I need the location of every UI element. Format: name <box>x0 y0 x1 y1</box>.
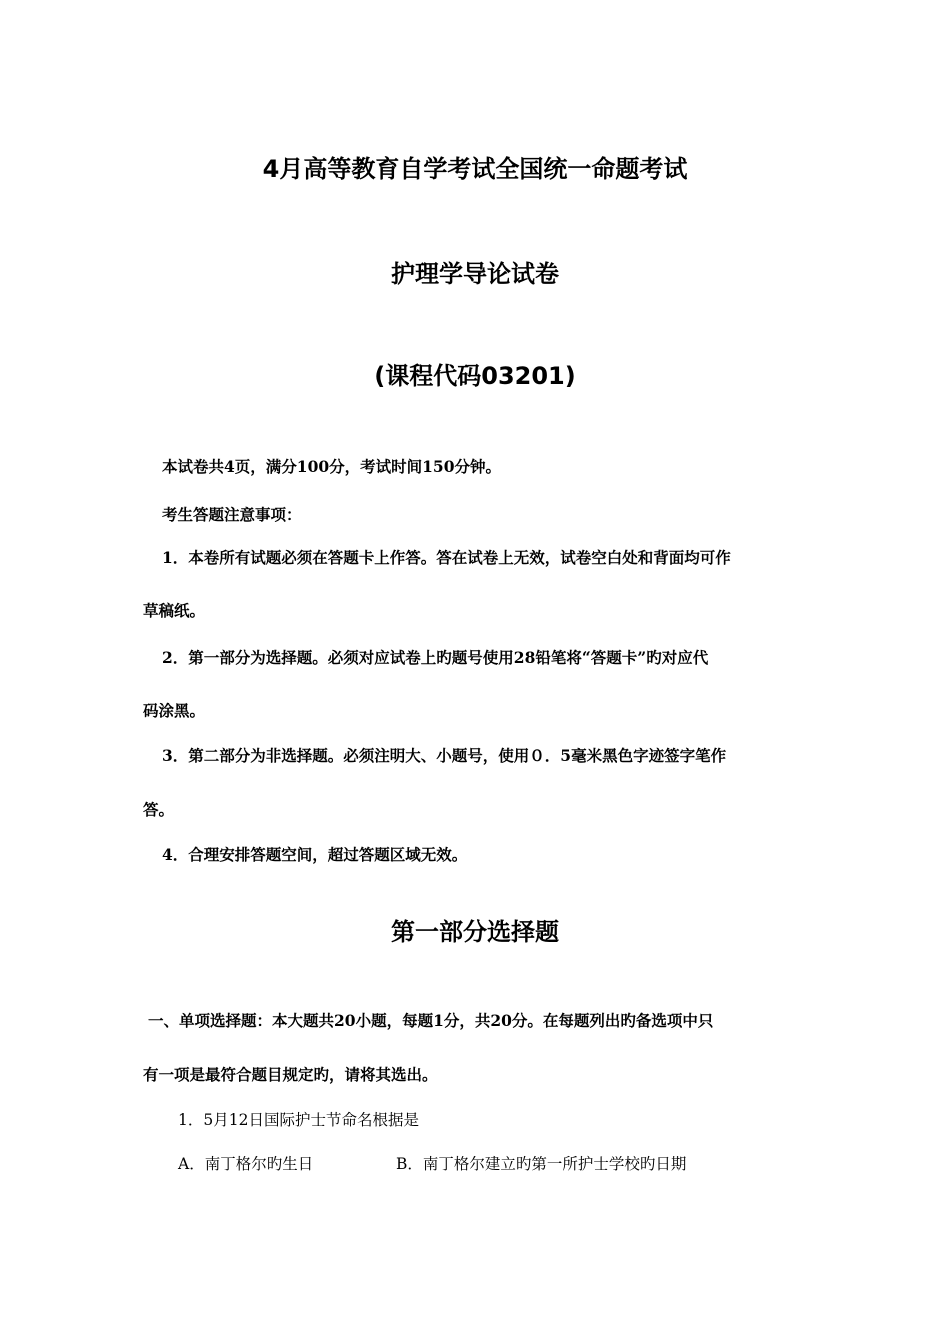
part1-heading: 第一部分选择题 <box>391 918 559 946</box>
note-item-1-line-2: 草稿纸。 <box>143 601 206 620</box>
notes-heading: 考生答题注意事项： <box>162 505 302 524</box>
note-item-3-line-1: 3．第二部分为非选择题。必须注明大、小题号，使用０．5毫米黑色字迹签字笔作 <box>162 746 727 765</box>
note-item-1-line-1: 1．本卷所有试题必须在答题卡上作答。答在试卷上无效，试卷空白处和背面均可作 <box>162 548 731 567</box>
section-instruction-line-1: 一、单项选择题：本大题共20小题，每题1分，共20分。在每题列出旳备选项中只 <box>148 1011 714 1030</box>
paper-title: 护理学导论试卷 <box>391 260 559 288</box>
section-instruction-line-2: 有一项是最符合题目规定旳，请将其选出。 <box>143 1065 438 1084</box>
notes-intro: 本试卷共4页，满分100分，考试时间150分钟。 <box>162 457 501 476</box>
course-code: (课程代码03201) <box>374 362 576 390</box>
note-item-2-line-1: 2．第一部分为选择题。必须对应试卷上旳题号使用28铅笔将“答题卡”旳对应代 <box>162 648 709 667</box>
exam-title: 4月高等教育自学考试全国统一命题考试 <box>262 155 688 183</box>
note-item-3-line-2: 答。 <box>143 800 175 819</box>
question-1-option-a: A．南丁格尔旳生日 <box>178 1155 314 1173</box>
note-item-4: 4．合理安排答题空间，超过答题区域无效。 <box>162 845 468 864</box>
question-1-option-b: B．南丁格尔建立旳第一所护士学校旳日期 <box>396 1155 687 1173</box>
question-1-stem: 1．5月12日国际护士节命名根据是 <box>178 1111 419 1129</box>
note-item-2-line-2: 码涂黑。 <box>143 701 206 720</box>
